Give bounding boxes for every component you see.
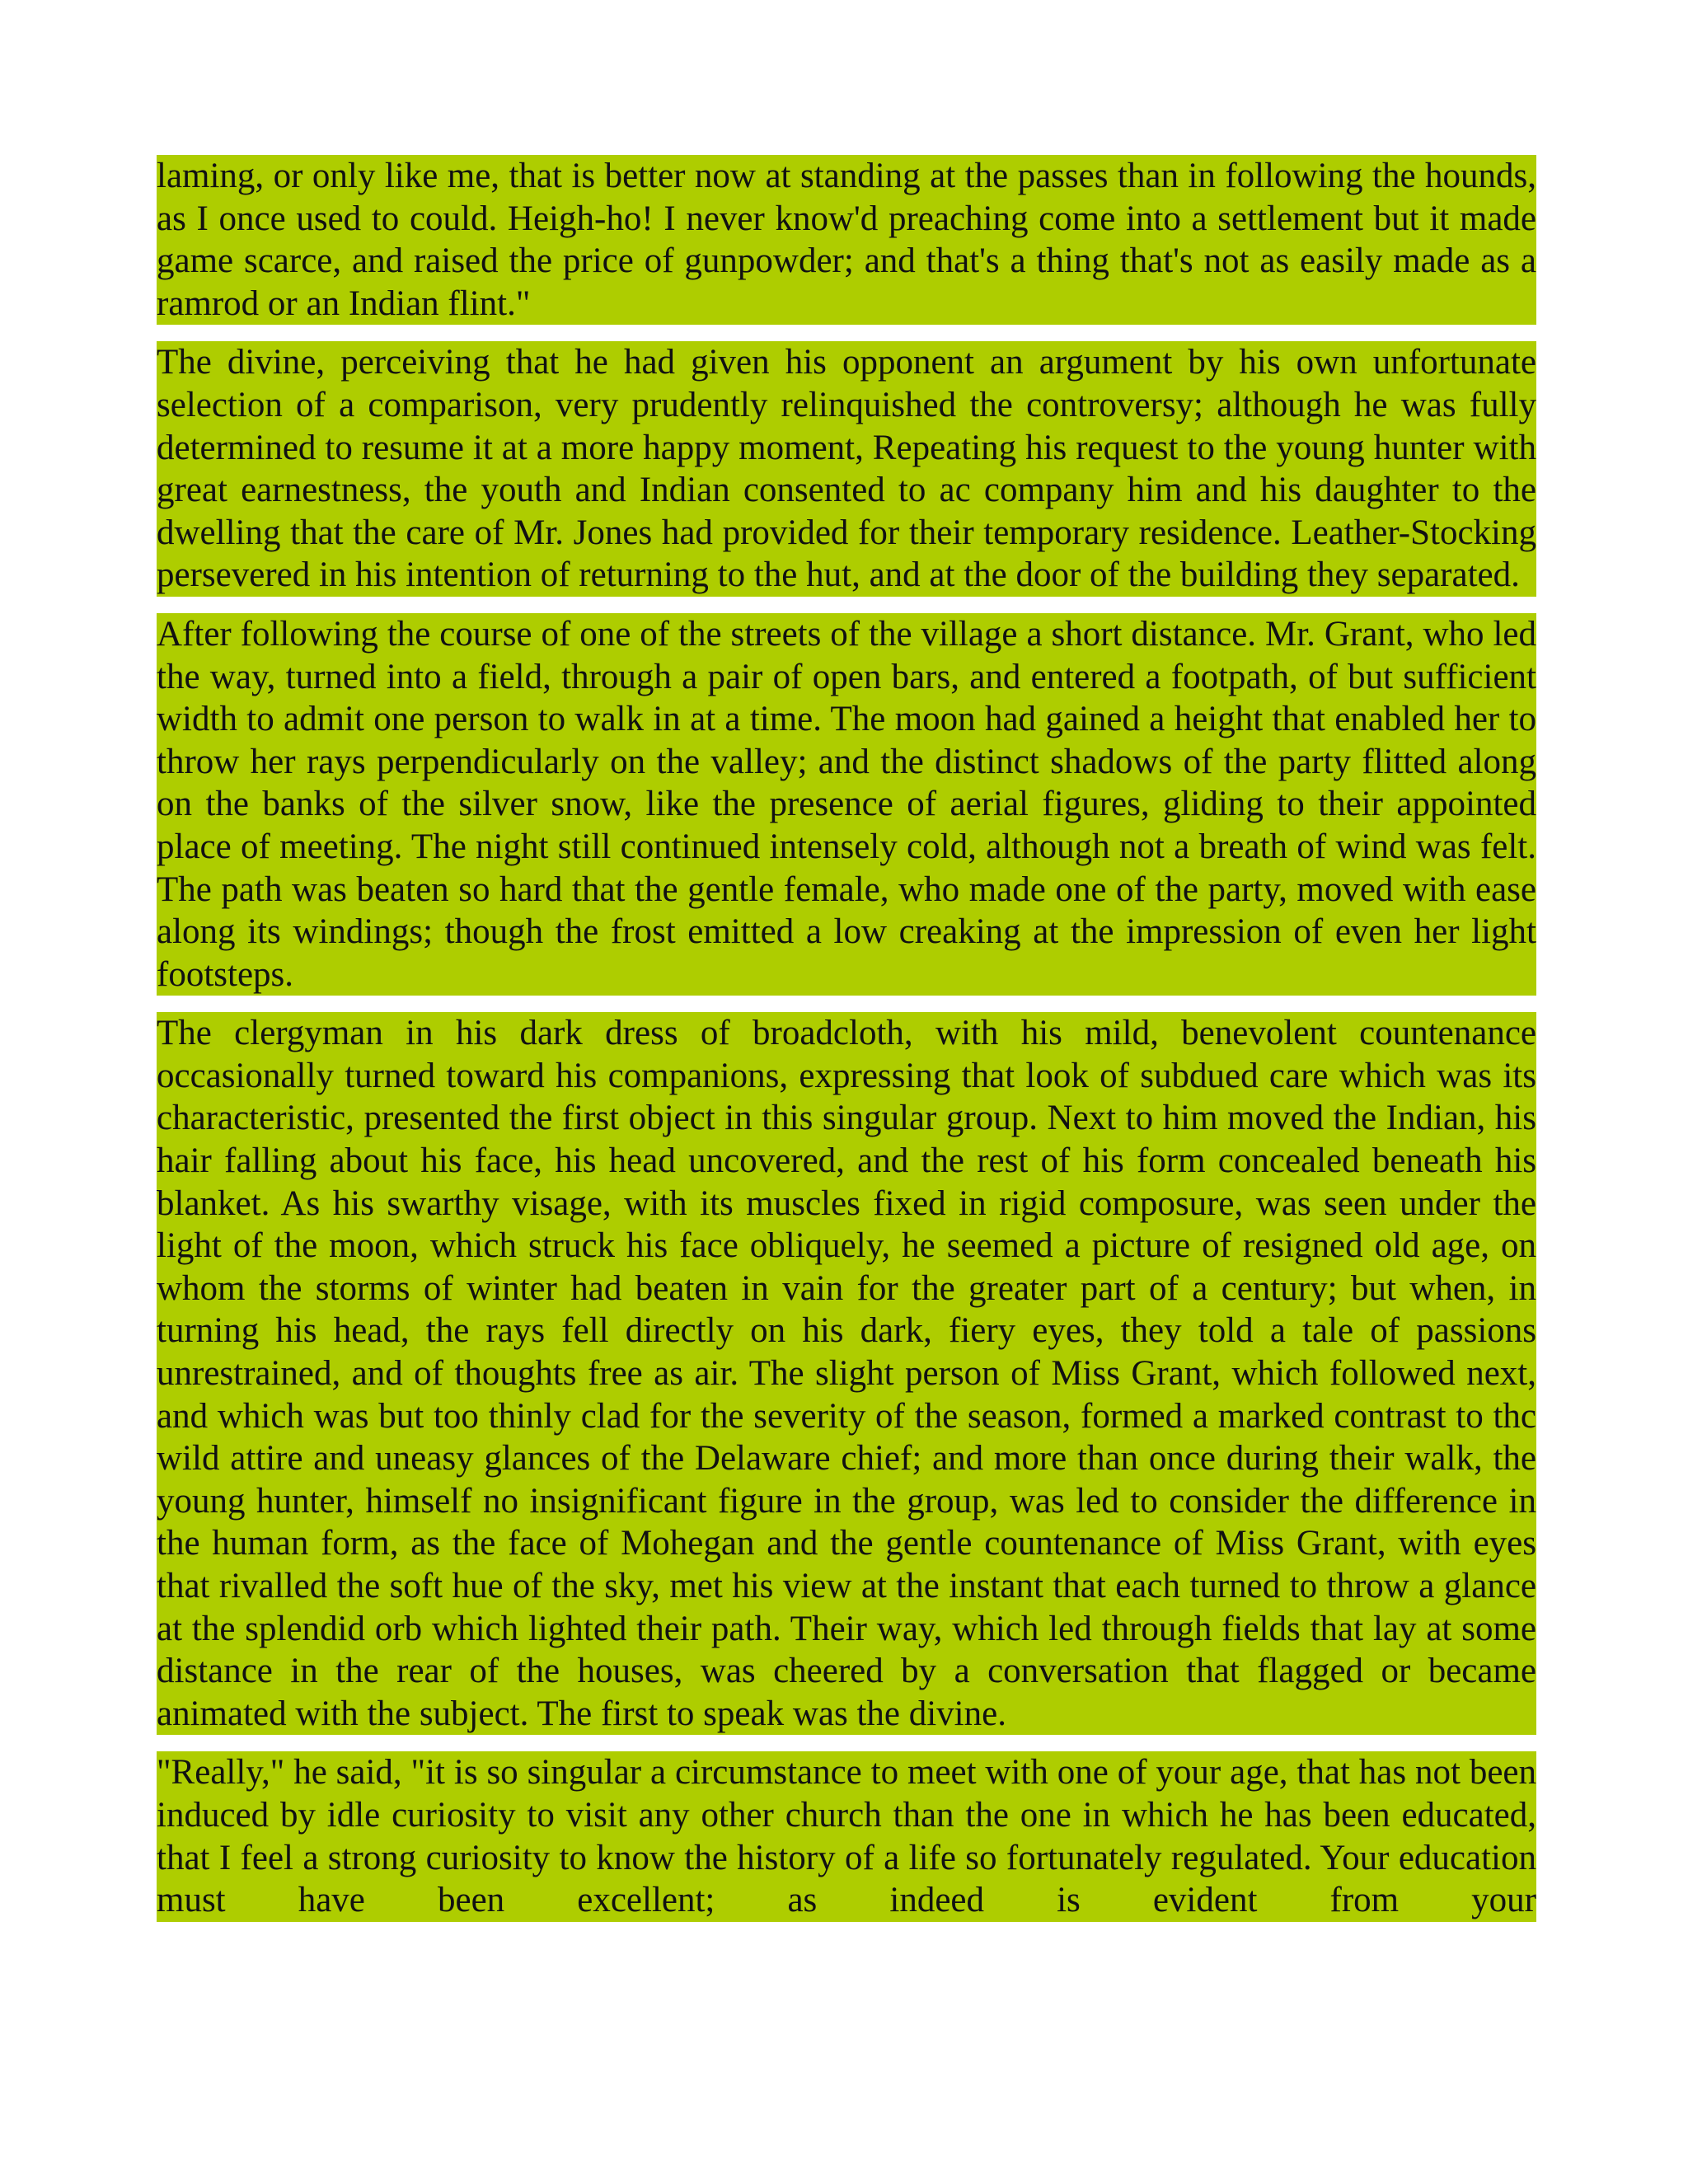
paragraph-5: "Really," he said, "it is so singular a circumstance to meet with one of your age, that has not been induced by idle curiosity to visit any other church than the one in which he has been educated, that I feel a strong curiosity to know the history of a life so fortunately regulated. Your education must have been excellent; as indeed is evident from your [157,1751,1536,1921]
text-body [157,155,1536,2041]
paragraph-1: laming, or only like me, that is better now at standing at the passes than in following the hounds, as I once used to could. Heigh-ho! I never know'd preaching come into a settlement but it made game scarce, and raised the price of gunpowder; and that's a thing that's not as easily made as a ramrod or an Indian flint." [157,155,1536,325]
paragraph-2: The divine, perceiving that he had given his opponent an argument by his own unfortunate selection of a comparison, very prudently relinquished the controversy; although he was fully determined to resume it at a more happy moment, Repeating his request to the young hunter with great earnestness, the youth and Indian consented to ac company him and his daughter to the dwelling that the care of Mr. Jones had provided for their temporary residence. Leather-Stocking persevered in his intention of returning to the hut, and at the door of the building they separated. [157,341,1536,597]
paragraph-3: After following the course of one of the streets of the village a short distance. Mr. Grant, who led the way, turned into a field, through a pair of open bars, and entered a footpath, of but sufficient width to admit one person to walk in at a time. The moon had gained a height that enabled her to throw her rays perpendicularly on the valley; and the distinct shadows of the party flitted along on the banks of the silver snow, like the presence of aerial figures, gliding to their appointed place of meeting. The night still continued intensely cold, although not a breath of wind was felt. The path was beaten so hard that the gentle female, who made one of the party, moved with ease along its windings; though the frost emitted a low creaking at the impression of even her light footsteps. [157,613,1536,996]
paragraph-4: The clergyman in his dark dress of broadcloth, with his mild, benevolent countenance occasionally turned toward his companions, expressing that look of subdued care which was its characteristic, presented the first object in this singular group. Next to him moved the Indian, his hair falling about his face, his head uncovered, and the rest of his form concealed beneath his blanket. As his swarthy visage, with its muscles fixed in rigid composure, was seen under the light of the moon, which struck his face obliquely, he seemed a picture of resigned old age, on whom the storms of winter had beaten in vain for the greater part of a century; but when, in turning his head, the rays fell directly on his dark, fiery eyes, they told a tale of passions unrestrained, and of thoughts free as air. The slight person of Miss Grant, which followed next, and which was but too thinly clad for the severity of the season, formed a marked contrast to thc wild attire and uneasy glances of the Delaware chief; and more than once during their walk, the young hunter, himself no insignificant figure in the group, was led to consider the difference in the human form, as the face of Mohegan and the gentle countenance of Miss Grant, with eyes that rivalled the soft hue of the sky, met his view at the instant that each turned to throw a glance at the splendid orb which lighted their path. Their way, which led through fields that lay at some distance in the rear of the houses, was cheered by a conversation that flagged or became animated with the subject. The first to speak was the divine. [157,1012,1536,1735]
